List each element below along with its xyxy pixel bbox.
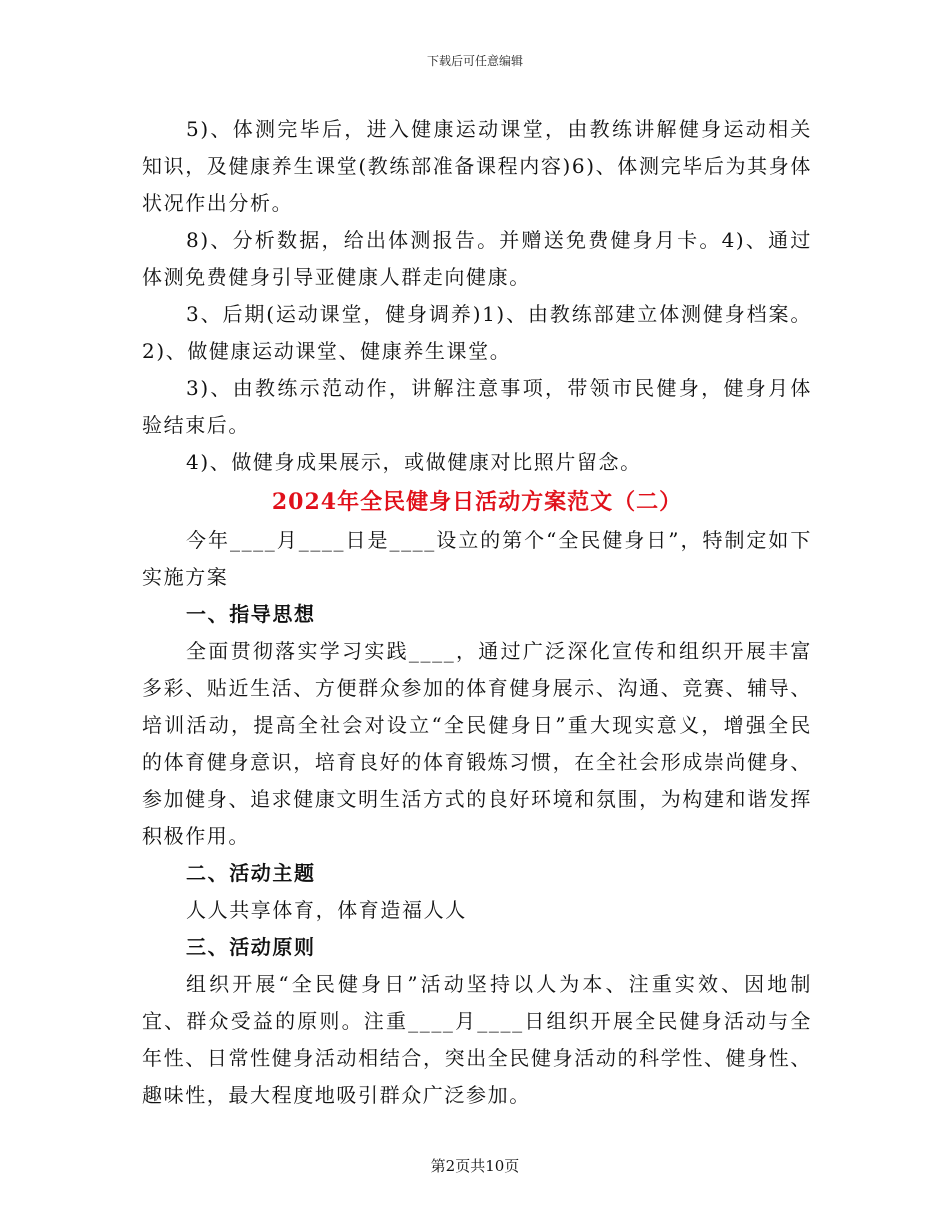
section-heading-principles: 三、活动原则 [186,935,316,959]
section-text-guiding-thought: 全面贯彻落实学习实践____，通过广泛深化宣传和组织开展丰富多彩、贴近生活、方便群众参加的体育健身展示、沟通、竞赛、辅导、培训活动，提高全社会对设立“全民健身日”重大现实意义，增强全民的体育健身意识，培育良好的体育锻炼习惯，在全社会形成崇尚健身、参加健身、追求健康文明生活方式的良好环境和氛围，为构建和谐发挥积极作用。 [142,639,812,848]
section-text-theme: 人人共享体育，体育造福人人 [186,898,467,922]
section-heading-theme: 二、活动主题 [186,861,316,885]
page-header: 下载后可任意编辑 [426,54,523,68]
paragraph-step-5: 5)、体测完毕后，进入健康运动课堂，由教练讲解健身运动相关知识，及健康养生课堂(教练部准备课程内容)6)、体测完毕后为其身体状况作出分析。 [142,117,812,215]
section-heading-guiding-thought: 一、指导思想 [186,602,316,626]
document-title: 2024年全民健身日活动方案范文（二） [271,489,683,515]
paragraph-later-stage: 3、后期(运动课堂，健身调养)1)、由教练部建立体测健身档案。2)、做健康运动课堂、健康养生课堂。 [142,302,812,363]
paragraph-coach-demo: 3)、由教练示范动作，讲解注意事项，带领市民健身，健身月体验结束后。 [142,376,812,437]
paragraph-results-show: 4)、做健身成果展示，或做健康对比照片留念。 [186,450,642,474]
paragraph-step-8: 8)、分析数据，给出体测报告。并赠送免费健身月卡。4)、通过体测免费健身引导亚健康人群走向健康。 [142,228,812,289]
section-text-principles: 组织开展“全民健身日”活动坚持以人为本、注重实效、因地制宜、群众受益的原则。注重____月____日组织开展全民健身活动与全年性、日常性健身活动相结合，突出全民健身活动的科学性、健身性、趣味性，最大程度地吸引群众广泛参加。 [142,972,812,1107]
page-footer: 第2页共10页 [430,1157,520,1175]
intro-paragraph: 今年____月____日是____设立的第个“全民健身日”，特制定如下实施方案 [142,528,812,589]
document-body [142,111,812,1114]
